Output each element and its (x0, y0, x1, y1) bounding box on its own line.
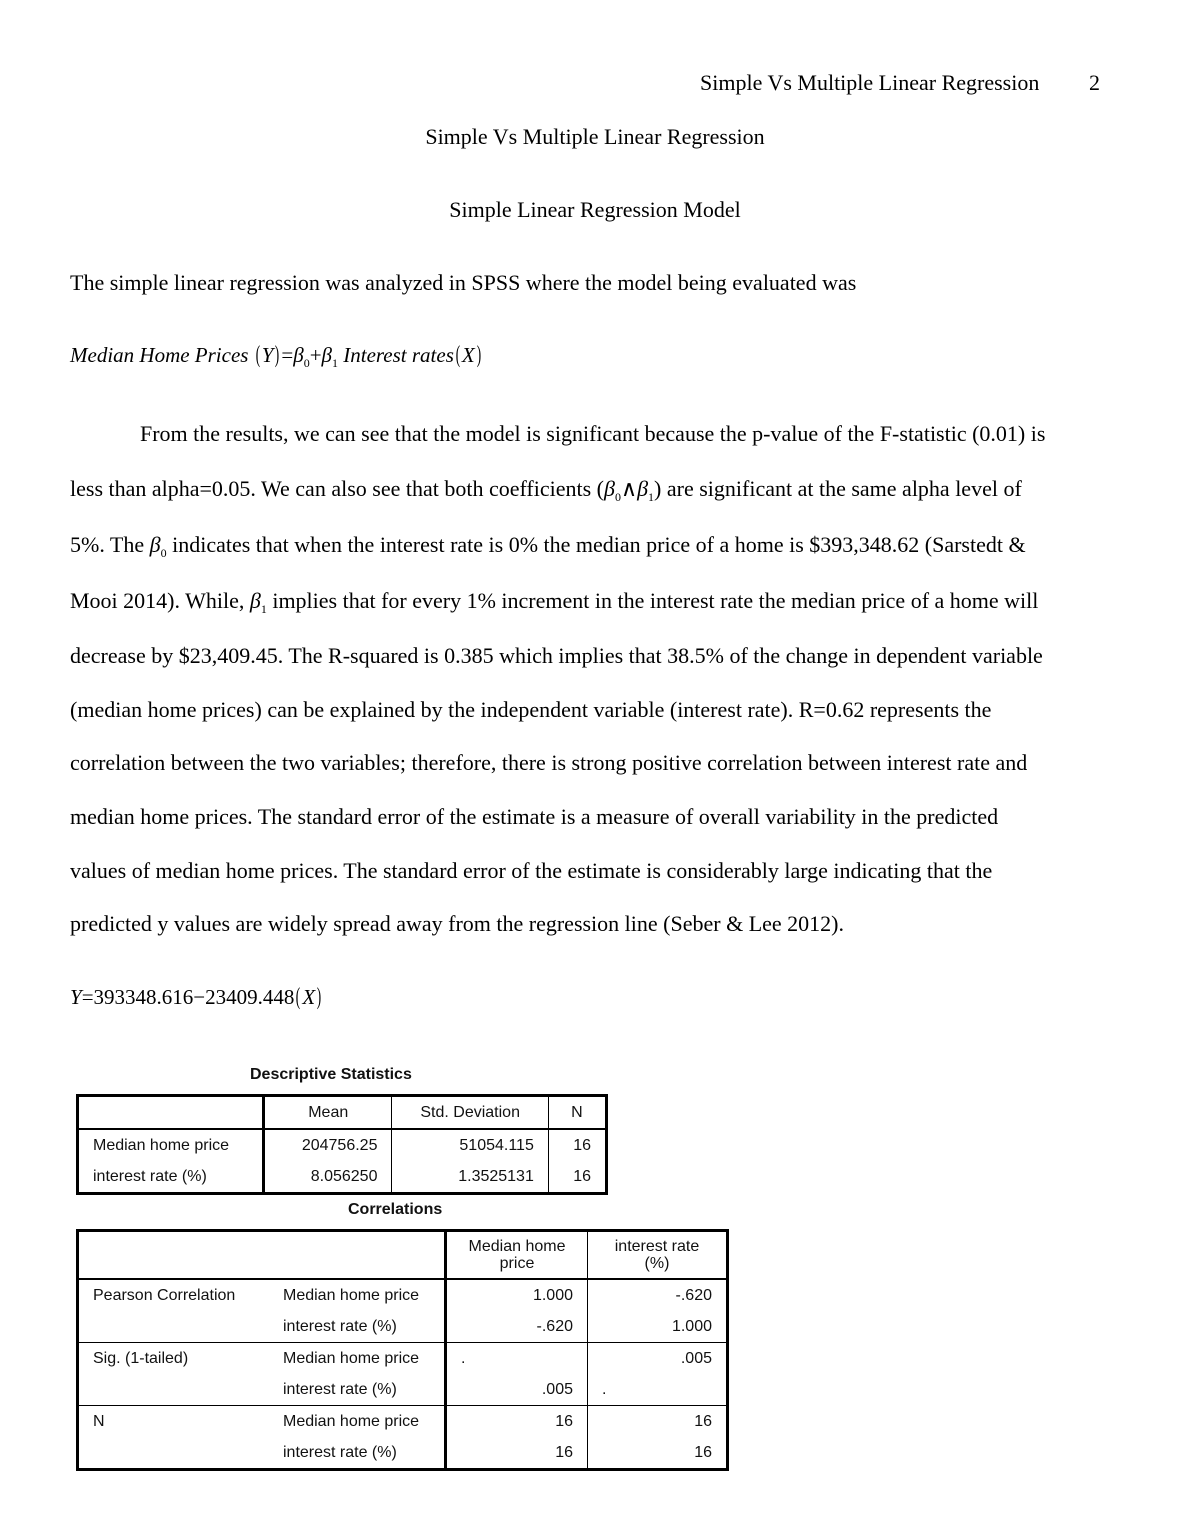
equation-lhs-label: Median Home Prices (70, 343, 249, 367)
equation-y-var: Y (261, 343, 274, 367)
table-row: interest rate (%) -.620 1.000 (78, 1311, 728, 1343)
para-line-4: Mooi 2014). While, $\beta_1$ implies that for every 1% increment in the interest rate the median price of a home will (70, 588, 1039, 616)
intro-text: The simple linear regression was analyzed in SPSS where the model being evaluated was (70, 270, 857, 295)
descriptive-table (76, 1094, 608, 1195)
correlations-table (76, 1229, 729, 1471)
para-line-1: From the results, we can see that the model is significant because the p-value of the F-statistic (0.01) is (140, 421, 1046, 446)
section-heading: Simple Linear Regression Model (449, 197, 741, 222)
running-header-title: Simple Vs Multiple Linear Regression (700, 70, 1040, 95)
para-line-9: values of median home prices. The standard error of the estimate is considerably large indicating that the (70, 858, 993, 883)
para-line-5: decrease by $23,409.45. The R-squared is 0.385 which implies that 38.5% of the change in dependent variable (70, 643, 1043, 668)
table-row (78, 1096, 607, 1130)
para-line-6: (median home prices) can be explained by the independent variable (interest rate). R=0.62 represents the (70, 697, 992, 722)
fitted-equation: Y=393348.616−23409.448(X) (70, 984, 322, 1010)
table-row: interest rate (%) 16 16 (78, 1437, 728, 1470)
document-title: Simple Vs Multiple Linear Regression (425, 124, 765, 149)
table-row (78, 1231, 728, 1280)
table-row: interest rate (%) 8.056250 1.3525131 16 (78, 1161, 607, 1194)
equation-x-var: X (461, 343, 475, 367)
col-header-std: Std. Deviation (392, 1096, 548, 1130)
para-line-7: correlation between the two variables; therefore, there is strong positive correlation between interest rate and (70, 750, 1028, 775)
table-row: N Median home price 16 16 (78, 1406, 728, 1438)
para-line-8: median home prices. The standard error of the estimate is a measure of overall variability in the predicted (70, 804, 999, 829)
table-row: interest rate (%) .005 . (78, 1374, 728, 1406)
correlations-caption: Correlations (348, 1201, 443, 1218)
page-number: 2 (1089, 70, 1100, 95)
table-row: Pearson Correlation Median home price 1.000 -.620 (78, 1279, 728, 1311)
col-header-median-price: Median home price (446, 1231, 588, 1280)
descriptive-caption: Descriptive Statistics (250, 1066, 412, 1083)
model-equation: Median Home Prices $(Y)=\beta_0+\beta_1$ Interest rates(X) (70, 342, 481, 370)
para-line-2: less than alpha=0.05. We can also see that both coefficients $(\beta_0\wedge\beta_1)$ are significant at the same alpha level of (70, 476, 1022, 504)
table-row: Sig. (1-tailed) Median home price . .005 (78, 1343, 728, 1375)
col-header-n: N (548, 1096, 606, 1130)
para-line-3: 5%. The $\beta_0$ indicates that when the interest rate is 0% the median price of a home is $393,348.62 (Sarstedt & (70, 532, 1026, 560)
col-header-mean: Mean (264, 1096, 392, 1130)
col-header-interest-rate: interest rate (%) (588, 1231, 728, 1280)
equation-rhs-label: Interest rates (343, 343, 454, 367)
table-row: Median home price 204756.25 51054.115 16 (78, 1129, 607, 1161)
para-line-10: predicted y values are widely spread away from the regression line (Seber & Lee 2012). (70, 911, 844, 936)
